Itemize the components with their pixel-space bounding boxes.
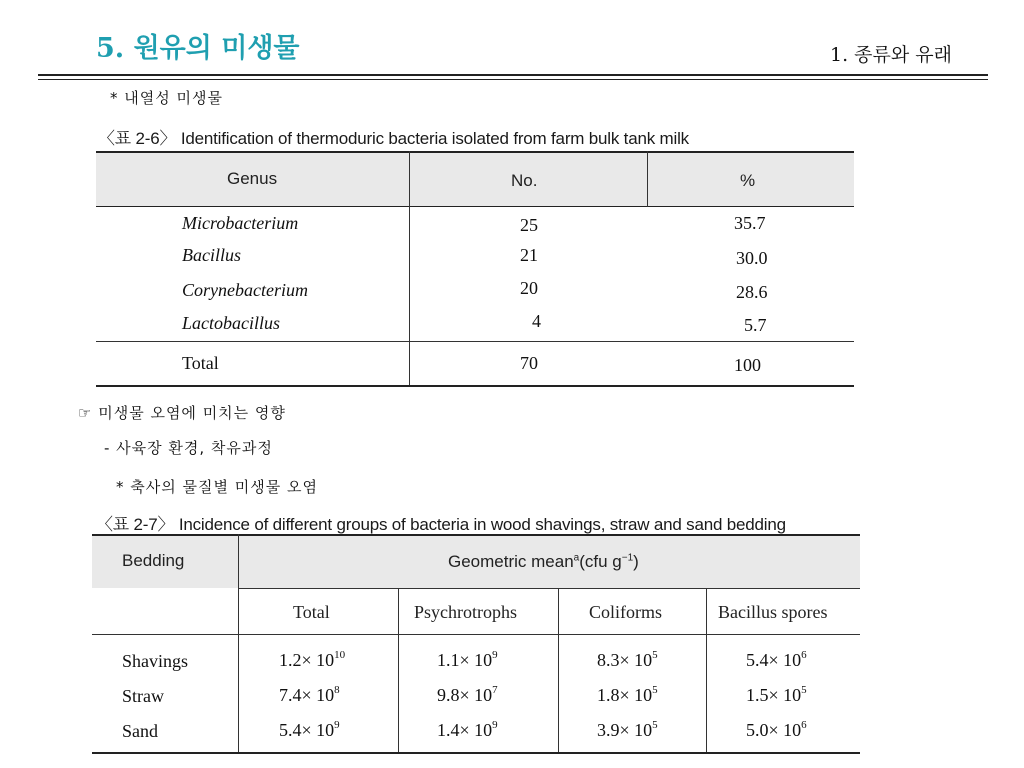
value-mantissa: 5.0× 10: [746, 720, 802, 740]
table2-subheader-psychrotrophs: Psychrotrophs: [414, 602, 517, 622]
header-divider-thin: [38, 79, 988, 80]
geometric-mean-footnote: a: [573, 552, 580, 564]
table-row-bedding: Sand: [122, 721, 158, 741]
table-row-pct: 30.0: [736, 248, 768, 268]
table-cell-coliforms: [597, 719, 658, 741]
value-exponent: 9: [492, 719, 498, 731]
geometric-mean-label: Geometric mean: [448, 552, 574, 571]
table2-column-divider: [238, 534, 239, 752]
table-cell-total: [279, 684, 340, 706]
value-exponent: 5: [652, 684, 658, 696]
table1-column-divider: [409, 151, 410, 387]
table-row-genus: Bacillus: [182, 245, 241, 265]
section-subtitle: 1. 종류와 유래: [830, 44, 952, 66]
note-livestock-materials: * 축사의 물질별 미생물 오염: [116, 478, 318, 496]
table1-caption: 〈표 2-6〉 Identification of thermoduric bacteria isolated from farm bulk tank milk: [98, 129, 689, 148]
value-mantissa: 7.4× 10: [279, 685, 335, 705]
value-exponent: 8: [334, 684, 340, 696]
table2-column-divider: [706, 588, 707, 752]
table1-header-pct: %: [740, 171, 756, 190]
table-row-genus: Corynebacterium: [182, 280, 308, 300]
value-mantissa: 8.3× 10: [597, 650, 653, 670]
table-cell-bacillus-spores: [746, 684, 807, 706]
table-cell-bacillus-spores: [746, 649, 807, 671]
table1-total-no: 70: [520, 353, 538, 373]
table2-bottom-rule: [92, 752, 860, 754]
table-row-bedding: Straw: [122, 686, 164, 706]
value-exponent: 6: [801, 719, 807, 731]
table2-subheader-coliforms: Coliforms: [589, 602, 663, 622]
table-cell-psychrotrophs: [437, 684, 498, 706]
table2-header-bedding: Bedding: [122, 551, 185, 570]
table2-subheader-total: Total: [293, 602, 330, 622]
table-cell-psychrotrophs: [437, 719, 498, 741]
table-cell-psychrotrophs: [437, 649, 498, 671]
note-process: - 사육장 환경, 착유과정: [104, 439, 273, 457]
table-bedding-bacteria: [92, 534, 860, 754]
table-row-no: 21: [520, 245, 538, 265]
value-mantissa: 1.4× 10: [437, 720, 493, 740]
header-divider: [38, 74, 988, 76]
table1-total-label: Total: [182, 353, 219, 373]
note-heat-resistant: * 내열성 미생물: [110, 89, 223, 107]
value-exponent: 7: [492, 684, 498, 696]
table2-subheader-divider: [92, 634, 860, 635]
table1-column-divider: [647, 151, 648, 207]
table-row-no: 25: [520, 215, 538, 235]
table-cell-total: [279, 719, 340, 741]
table-row-pct: 35.7: [734, 213, 766, 233]
value-exponent: 6: [801, 649, 807, 661]
value-exponent: 9: [334, 719, 340, 731]
geometric-mean-unit-close: ): [633, 552, 639, 571]
value-exponent: 10: [334, 649, 346, 661]
value-mantissa: 5.4× 10: [279, 720, 335, 740]
table-cell-total: [279, 649, 345, 671]
table2-column-divider: [398, 588, 399, 752]
table-row-no: 4: [532, 311, 541, 331]
value-exponent: 9: [492, 649, 498, 661]
value-mantissa: 1.1× 10: [437, 650, 493, 670]
table-thermoduric-bacteria: [96, 151, 854, 387]
table-row-no: 20: [520, 278, 538, 298]
value-mantissa: 1.8× 10: [597, 685, 653, 705]
table-cell-coliforms: [597, 649, 658, 671]
table-row-genus: Microbacterium: [182, 213, 299, 233]
table1-bottom-rule: [96, 385, 854, 387]
table-row-pct: 5.7: [744, 315, 767, 335]
table1-header-no: No.: [511, 171, 538, 190]
value-exponent: 5: [652, 719, 658, 731]
table1-total-pct: 100: [734, 355, 761, 375]
table2-header-divider: [238, 588, 860, 589]
table1-total-divider: [96, 341, 854, 342]
table2-column-divider: [558, 588, 559, 752]
value-mantissa: 1.2× 10: [279, 650, 335, 670]
table1-header-genus: Genus: [227, 169, 278, 188]
value-mantissa: 5.4× 10: [746, 650, 802, 670]
table2-subheader-bacillus-spores: Bacillus spores: [718, 602, 828, 622]
value-exponent: 5: [652, 649, 658, 661]
table2-header-geometric-mean: [448, 552, 639, 572]
value-mantissa: 3.9× 10: [597, 720, 653, 740]
value-mantissa: 9.8× 10: [437, 685, 493, 705]
table-cell-coliforms: [597, 684, 658, 706]
table-row-bedding: Shavings: [122, 651, 189, 671]
table-cell-bacillus-spores: [746, 719, 807, 741]
page-title: 5. 원유의 미생물: [96, 33, 300, 64]
value-exponent: 5: [801, 684, 807, 696]
geometric-mean-unit: (cfu g: [579, 552, 622, 571]
geometric-mean-unit-exponent: −1: [621, 552, 634, 564]
value-mantissa: 1.5× 10: [746, 685, 802, 705]
table-row-genus: Lactobacillus: [182, 313, 280, 333]
table2-caption: 〈표 2-7〉 Incidence of different groups of bacteria in wood shavings, straw and sand bedding: [96, 515, 786, 534]
table-row-pct: 28.6: [736, 282, 768, 302]
note-contamination-factors: ☞ 미생물 오염에 미치는 영향: [78, 404, 286, 422]
